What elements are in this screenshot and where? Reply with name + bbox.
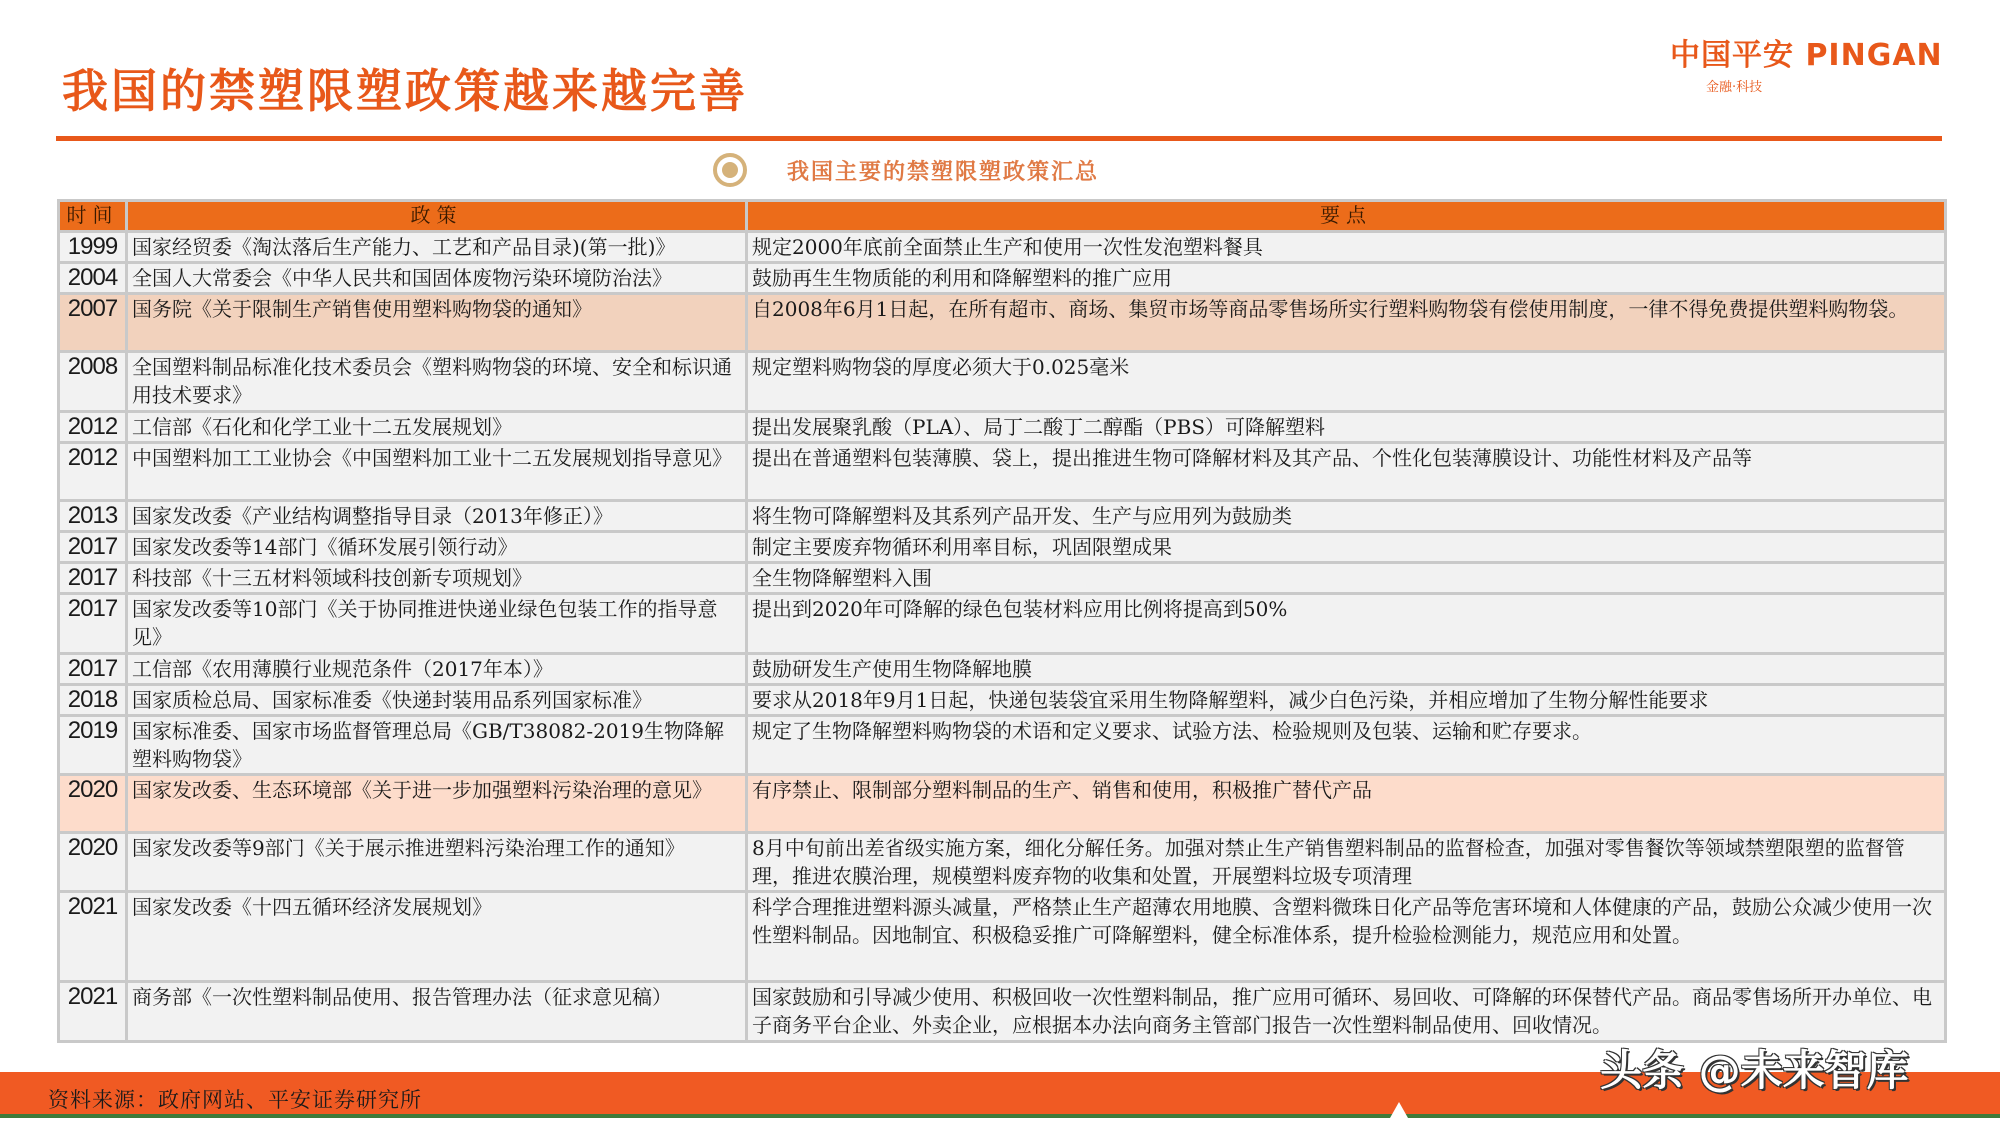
row-policy: 国家发改委等14部门《循环发展引领行动》 (127, 532, 747, 563)
row-policy: 全国塑料制品标准化技术委员会《塑料购物袋的环境、安全和标识通用技术要求》 (127, 352, 747, 412)
row-year: 2007 (59, 294, 127, 352)
triangle-marker-icon (1390, 1102, 1408, 1118)
row-points: 规定塑料购物袋的厚度必须大于0.025毫米 (747, 352, 1946, 412)
table-row (59, 501, 1946, 532)
row-policy: 国家标准委、国家市场监督管理总局《GB/T38082-2019生物降解塑料购物袋》 (127, 716, 747, 775)
table-row (59, 563, 1946, 594)
row-policy: 国家发改委《十四五循环经济发展规划》 (127, 892, 747, 982)
column-header-time: 时间 (59, 201, 127, 232)
row-year: 2012 (59, 443, 127, 501)
row-points: 鼓励再生生物质能的利用和降解塑料的推广应用 (747, 263, 1946, 294)
table-row-highlighted (59, 775, 1946, 833)
table-row (59, 833, 1946, 892)
table-caption (713, 153, 1099, 187)
row-year: 2017 (59, 654, 127, 685)
title-divider (56, 136, 1942, 141)
row-year: 2020 (59, 775, 127, 833)
table-header-row (59, 201, 1946, 232)
source-note: 资料来源：政府网站、平安证券研究所 (48, 1088, 422, 1112)
table-row (59, 412, 1946, 443)
row-points: 制定主要废弃物循环利用率目标，巩固限塑成果 (747, 532, 1946, 563)
row-points: 规定2000年底前全面禁止生产和使用一次性发泡塑料餐具 (747, 232, 1946, 263)
table-row (59, 716, 1946, 775)
table-caption-text: 我国主要的禁塑限塑政策汇总 (787, 158, 1100, 185)
row-policy: 中国塑料加工工业协会《中国塑料加工业十二五发展规划指导意见》 (127, 443, 747, 501)
policy-table (57, 199, 1947, 1043)
row-points: 全生物降解塑料入围 (747, 563, 1946, 594)
row-points: 自2008年6月1日起，在所有超市、商场、集贸市场等商品零售场所实行塑料购物袋有偿使用制度，一律不得免费提供塑料购物袋。 (747, 294, 1946, 352)
row-points: 规定了生物降解塑料购物袋的术语和定义要求、试验方法、检验规则及包装、运输和贮存要求。 (747, 716, 1946, 775)
row-year: 1999 (59, 232, 127, 263)
table-row (59, 263, 1946, 294)
row-policy: 国家经贸委《淘汰落后生产能力、工艺和产品目录)(第一批)》 (127, 232, 747, 263)
table-row (59, 443, 1946, 501)
row-points: 提出在普通塑料包装薄膜、袋上，提出推进生物可降解材料及其产品、个性化包装薄膜设计、功能性材料及产品等 (747, 443, 1946, 501)
column-header-points: 要点 (747, 201, 1946, 232)
row-points: 8月中旬前出差省级实施方案，细化分解任务。加强对禁止生产销售塑料制品的监督检查，加强对零售餐饮等领域禁塑限塑的监督管理，推进农膜治理，规模塑料废弃物的收集和处置，开展塑料垃圾专项清理 (747, 833, 1946, 892)
row-policy: 国家发改委等10部门《关于协同推进快递业绿色包装工作的指导意见》 (127, 594, 747, 654)
logo-text: 中国平安 PINGAN (1670, 38, 1943, 73)
row-year: 2018 (59, 685, 127, 716)
row-policy: 全国人大常委会《中华人民共和国固体废物污染环境防治法》 (127, 263, 747, 294)
row-year: 2020 (59, 833, 127, 892)
row-policy: 商务部《一次性塑料制品使用、报告管理办法（征求意见稿） (127, 982, 747, 1042)
table-row-highlighted (59, 294, 1946, 352)
table-row (59, 352, 1946, 412)
table-row (59, 232, 1946, 263)
row-year: 2004 (59, 263, 127, 294)
table-row (59, 685, 1946, 716)
row-points: 提出到2020年可降解的绿色包装材料应用比例将提高到50% (747, 594, 1946, 654)
row-points: 要求从2018年9月1日起，快递包装袋宜采用生物降解塑料，减少白色污染，并相应增加了生物分解性能要求 (747, 685, 1946, 716)
table-row (59, 654, 1946, 685)
row-policy: 国家发改委等9部门《关于展示推进塑料污染治理工作的通知》 (127, 833, 747, 892)
row-policy: 国务院《关于限制生产销售使用塑料购物袋的通知》 (127, 294, 747, 352)
row-policy: 工信部《石化和化学工业十二五发展规划》 (127, 412, 747, 443)
row-year: 2012 (59, 412, 127, 443)
row-policy: 国家发改委、生态环境部《关于进一步加强塑料污染治理的意见》 (127, 775, 747, 833)
table-row (59, 892, 1946, 982)
pingan-logo (1670, 30, 1980, 95)
logo-tagline: 金融·科技 (1706, 80, 1763, 95)
row-year: 2017 (59, 594, 127, 654)
row-points: 鼓励研发生产使用生物降解地膜 (747, 654, 1946, 685)
row-year: 2017 (59, 532, 127, 563)
target-bullet-icon (713, 153, 747, 187)
row-year: 2013 (59, 501, 127, 532)
row-points: 科学合理推进塑料源头减量，严格禁止生产超薄农用地膜、含塑料微珠日化产品等危害环境和人体健康的产品，鼓励公众减少使用一次性塑料制品。因地制宜、积极稳妥推广可降解塑料，健全标准体系，提升检验检测能力，规范应用和处置。 (747, 892, 1946, 982)
column-header-policy: 政策 (127, 201, 747, 232)
row-policy: 工信部《农用薄膜行业规范条件（2017年本）》 (127, 654, 747, 685)
table-row (59, 594, 1946, 654)
page-title: 我国的禁塑限塑政策越来越完善 (62, 64, 748, 118)
row-year: 2019 (59, 716, 127, 775)
row-policy: 科技部《十三五材料领域科技创新专项规划》 (127, 563, 747, 594)
watermark: 头条 @未来智库 (1600, 1046, 1909, 1095)
row-policy: 国家质检总局、国家标准委《快递封装用品系列国家标准》 (127, 685, 747, 716)
row-points: 将生物可降解塑料及其系列产品开发、生产与应用列为鼓励类 (747, 501, 1946, 532)
row-points: 国家鼓励和引导减少使用、积极回收一次性塑料制品，推广应用可循环、易回收、可降解的环保替代产品。商品零售场所开办单位、电子商务平台企业、外卖企业，应根据本办法向商务主管部门报告一次性塑料制品使用、回收情况。 (747, 982, 1946, 1042)
row-points: 提出发展聚乳酸（PLA）、局丁二酸丁二醇酯（PBS）可降解塑料 (747, 412, 1946, 443)
table-row (59, 982, 1946, 1042)
row-year: 2017 (59, 563, 127, 594)
row-year: 2021 (59, 892, 127, 982)
row-year: 2021 (59, 982, 127, 1042)
row-points: 有序禁止、限制部分塑料制品的生产、销售和使用，积极推广替代产品 (747, 775, 1946, 833)
table-row (59, 532, 1946, 563)
row-policy: 国家发改委《产业结构调整指导目录（2013年修正）》 (127, 501, 747, 532)
row-year: 2008 (59, 352, 127, 412)
